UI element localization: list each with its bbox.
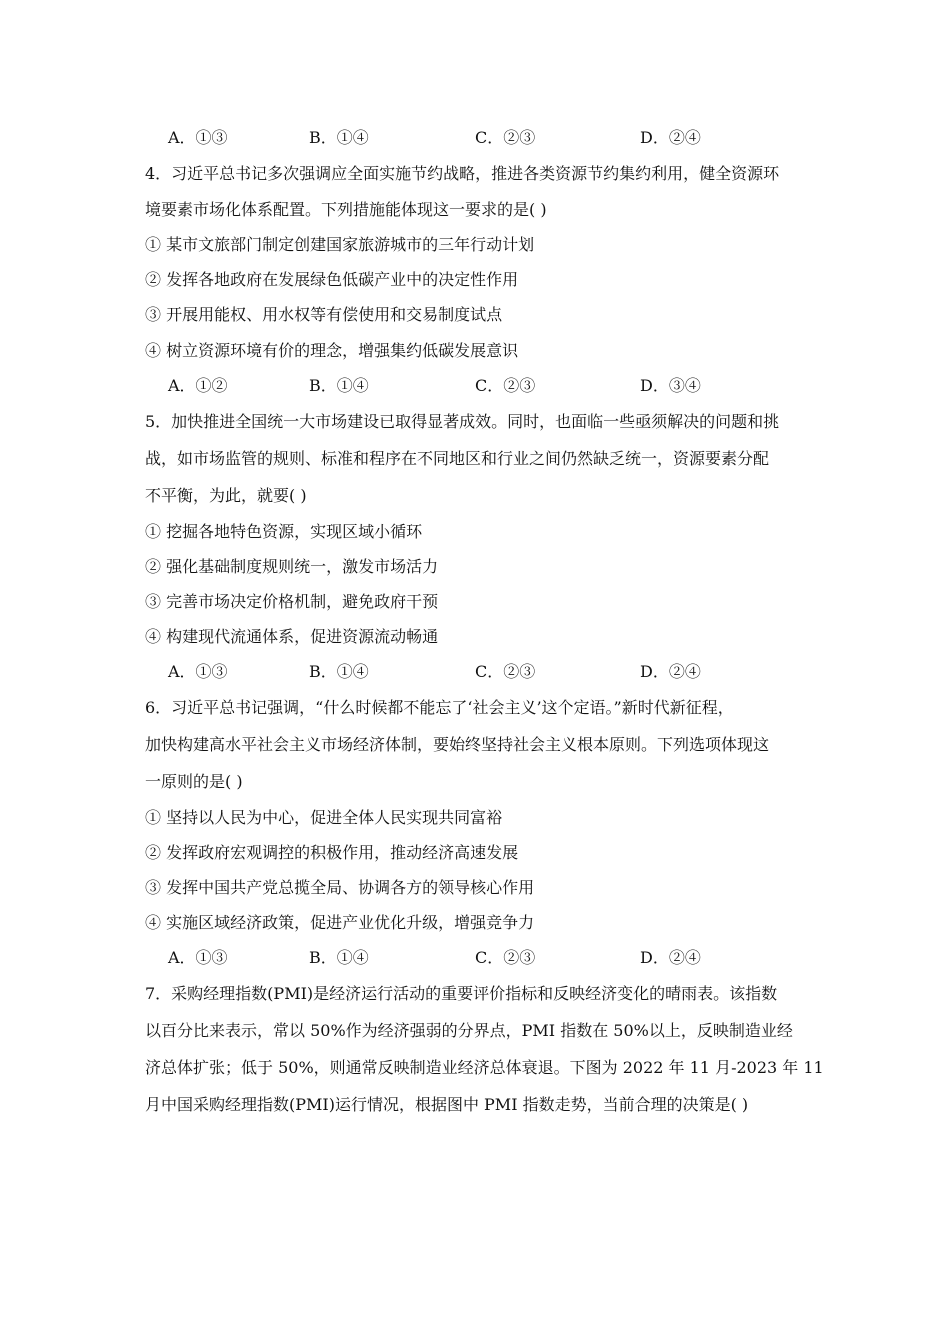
q4-option-b[interactable]: B．①④	[309, 376, 369, 395]
q5-item-2: ② 强化基础制度规则统一，激发市场活力	[145, 557, 439, 576]
q6-item-4: ④ 实施区域经济政策，促进产业优化升级，增强竞争力	[145, 913, 535, 932]
q5-option-a[interactable]: A．①③	[168, 662, 228, 681]
q5-option-b[interactable]: B．①④	[309, 662, 369, 681]
q4-stem-line: 4．习近平总书记多次强调应全面实施节约战略，推进各类资源节约集约利用，健全资源环	[145, 164, 780, 183]
q5-item-1: ① 挖掘各地特色资源，实现区域小循环	[145, 522, 423, 541]
q6-stem-line: 加快构建高水平社会主义市场经济体制，要始终坚持社会主义根本原则。下列选项体现这	[145, 735, 770, 754]
q4-item-1: ① 某市文旅部门制定创建国家旅游城市的三年行动计划	[145, 235, 535, 254]
q3-option-c[interactable]: C．②③	[475, 128, 536, 147]
q6-stem-line: 6．习近平总书记强调，“什么时候都不能忘了‘社会主义’这个定语。”新时代新征程，	[145, 698, 734, 717]
q7-stem-line: 月中国采购经理指数(PMI)运行情况，根据图中 PMI 指数走势，当前合理的决策是( )	[145, 1095, 749, 1114]
q6-item-2: ② 发挥政府宏观调控的积极作用，推动经济高速发展	[145, 843, 519, 862]
q5-option-d[interactable]: D．②④	[640, 662, 701, 681]
q4-option-a[interactable]: A．①②	[168, 376, 228, 395]
q3-option-a[interactable]: A．①③	[168, 128, 228, 147]
q3-options	[168, 127, 788, 149]
q7-stem-line: 以百分比来表示，常以 50%作为经济强弱的分界点，PMI 指数在 50%以上，反映制造业经	[145, 1021, 793, 1040]
q4-option-d[interactable]: D．③④	[640, 376, 701, 395]
q3-option-d[interactable]: D．②④	[640, 128, 701, 147]
q5-item-4: ④ 构建现代流通体系，促进资源流动畅通	[145, 627, 439, 646]
q6-option-d[interactable]: D．②④	[640, 948, 701, 967]
q6-option-c[interactable]: C．②③	[475, 948, 536, 967]
q7-stem-line: 济总体扩张；低于 50%，则通常反映制造业经济总体衰退。下图为 2022 年 11 月-2023 年 11	[145, 1058, 824, 1077]
q4-stem-line: 境要素市场化体系配置。下列措施能体现这一要求的是( )	[145, 200, 547, 219]
q6-option-b[interactable]: B．①④	[309, 948, 369, 967]
q7-stem-line: 7．采购经理指数(PMI)是经济运行活动的重要评价指标和反映经济变化的晴雨表。该指数	[145, 984, 778, 1003]
q5-option-c[interactable]: C．②③	[475, 662, 536, 681]
q6-item-3: ③ 发挥中国共产党总揽全局、协调各方的领导核心作用	[145, 878, 535, 897]
q6-item-1: ① 坚持以人民为中心，促进全体人民实现共同富裕	[145, 808, 503, 827]
q3-option-b[interactable]: B．①④	[309, 128, 369, 147]
q5-stem-line: 战，如市场监管的规则、标准和程序在不同地区和行业之间仍然缺乏统一，资源要素分配	[145, 449, 770, 468]
q4-item-4: ④ 树立资源环境有价的理念，增强集约低碳发展意识	[145, 341, 519, 360]
q5-item-3: ③ 完善市场决定价格机制，避免政府干预	[145, 592, 439, 611]
q6-stem-line: 一原则的是( )	[145, 772, 243, 791]
q5-stem-line: 5．加快推进全国统一大市场建设已取得显著成效。同时，也面临一些亟须解决的问题和挑	[145, 412, 780, 431]
q5-stem-line: 不平衡，为此，就要( )	[145, 486, 307, 505]
q5-options	[168, 661, 788, 683]
q4-item-2: ② 发挥各地政府在发展绿色低碳产业中的决定性作用	[145, 270, 519, 289]
q6-option-a[interactable]: A．①③	[168, 948, 228, 967]
q4-option-c[interactable]: C．②③	[475, 376, 536, 395]
q4-options	[168, 375, 788, 397]
q6-options	[168, 947, 788, 969]
q4-item-3: ③ 开展用能权、用水权等有偿使用和交易制度试点	[145, 305, 503, 324]
